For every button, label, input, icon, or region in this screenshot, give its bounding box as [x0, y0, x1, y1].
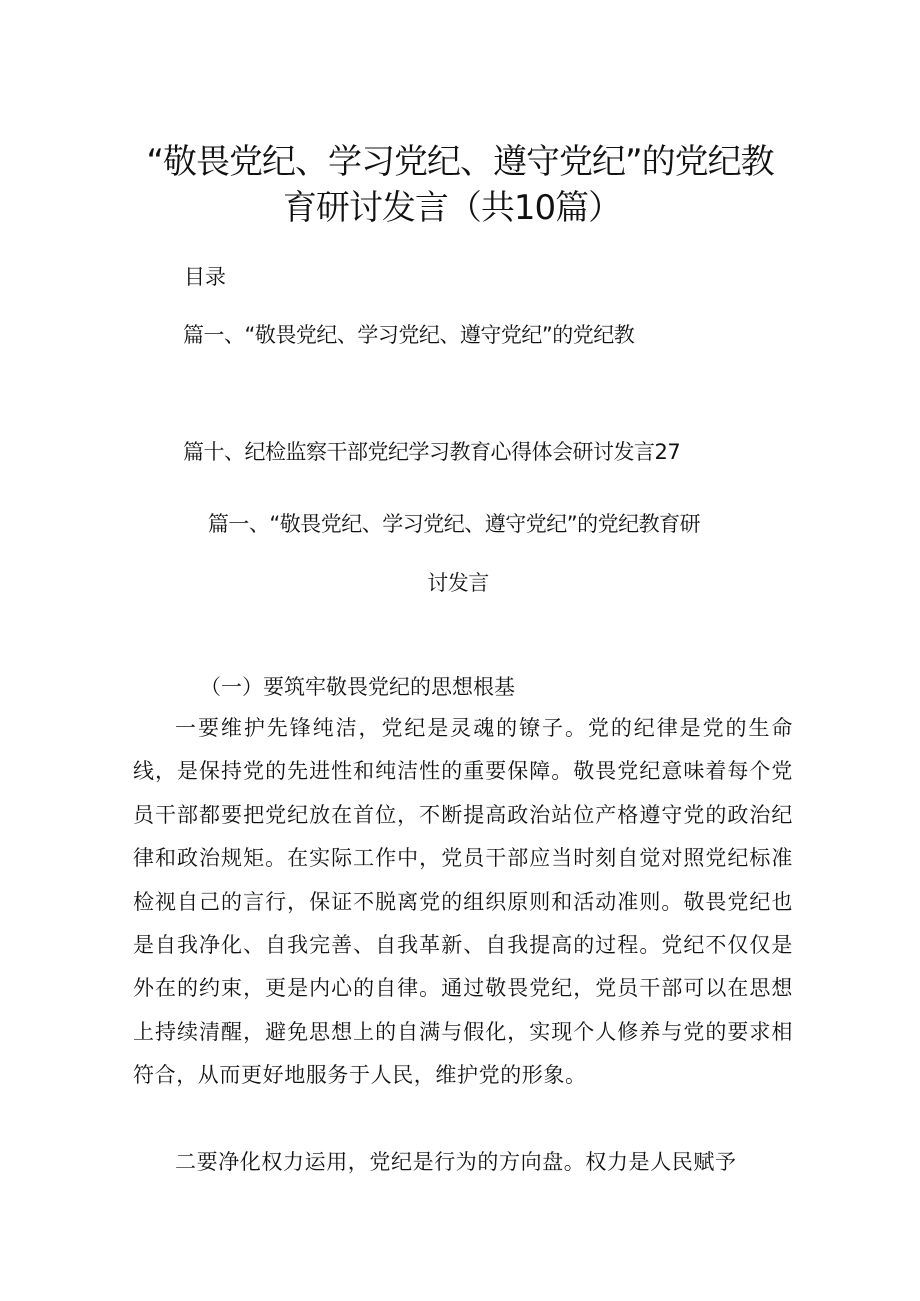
document-title-line-2: 育研讨发言（共10篇）	[282, 188, 622, 228]
subheading: （一）要筑牢敬畏党纪的思想根基	[200, 675, 515, 699]
document-title-line-1: “敬畏党纪、学习党纪、遵守党纪”的党纪教	[146, 142, 774, 182]
toc-item: 篇十、纪检监察干部党纪学习教育心得体会研讨发言27	[183, 440, 681, 464]
section-title-line-2: 讨发言	[427, 571, 489, 595]
body-paragraph: 二要净化权力运用，党纪是行为的方向盘。权力是人民赋予	[175, 1150, 737, 1174]
section-title-line-1: 篇一、“敬畏党纪、学习党纪、遵守党纪”的党纪教育研	[207, 512, 701, 536]
body-paragraph: 一要维护先锋纯洁，党纪是灵魂的镣子。党的纪律是党的生命线，是保持党的先进性和纯洁性的重要保障。敬畏党纪意味着每个党员干部都要把党纪放在首位，不断提高政治站位产格遵守党的政治纪律和政治规矩。在实际工作中，党员干部应当时刻自觉对照党纪标准检视自己的言行，保证不脱离党的组织原则和活动准则。敬畏党纪也是自我净化、自我完善、自我革新、自我提高的过程。党纪不仅仅是外在的约束，更是内心的自律。通过敬畏党纪，党员干部可以在思想上持续清醒，避免思想上的自满与假化，实现个人修养与党的要求相符合，从而更好地服务于人民，维护党的形象。	[133, 716, 793, 1088]
toc-item: 篇一、“敬畏党纪、学习党纪、遵守党纪”的党纪教	[183, 323, 635, 347]
toc-label: 目录	[184, 265, 226, 289]
